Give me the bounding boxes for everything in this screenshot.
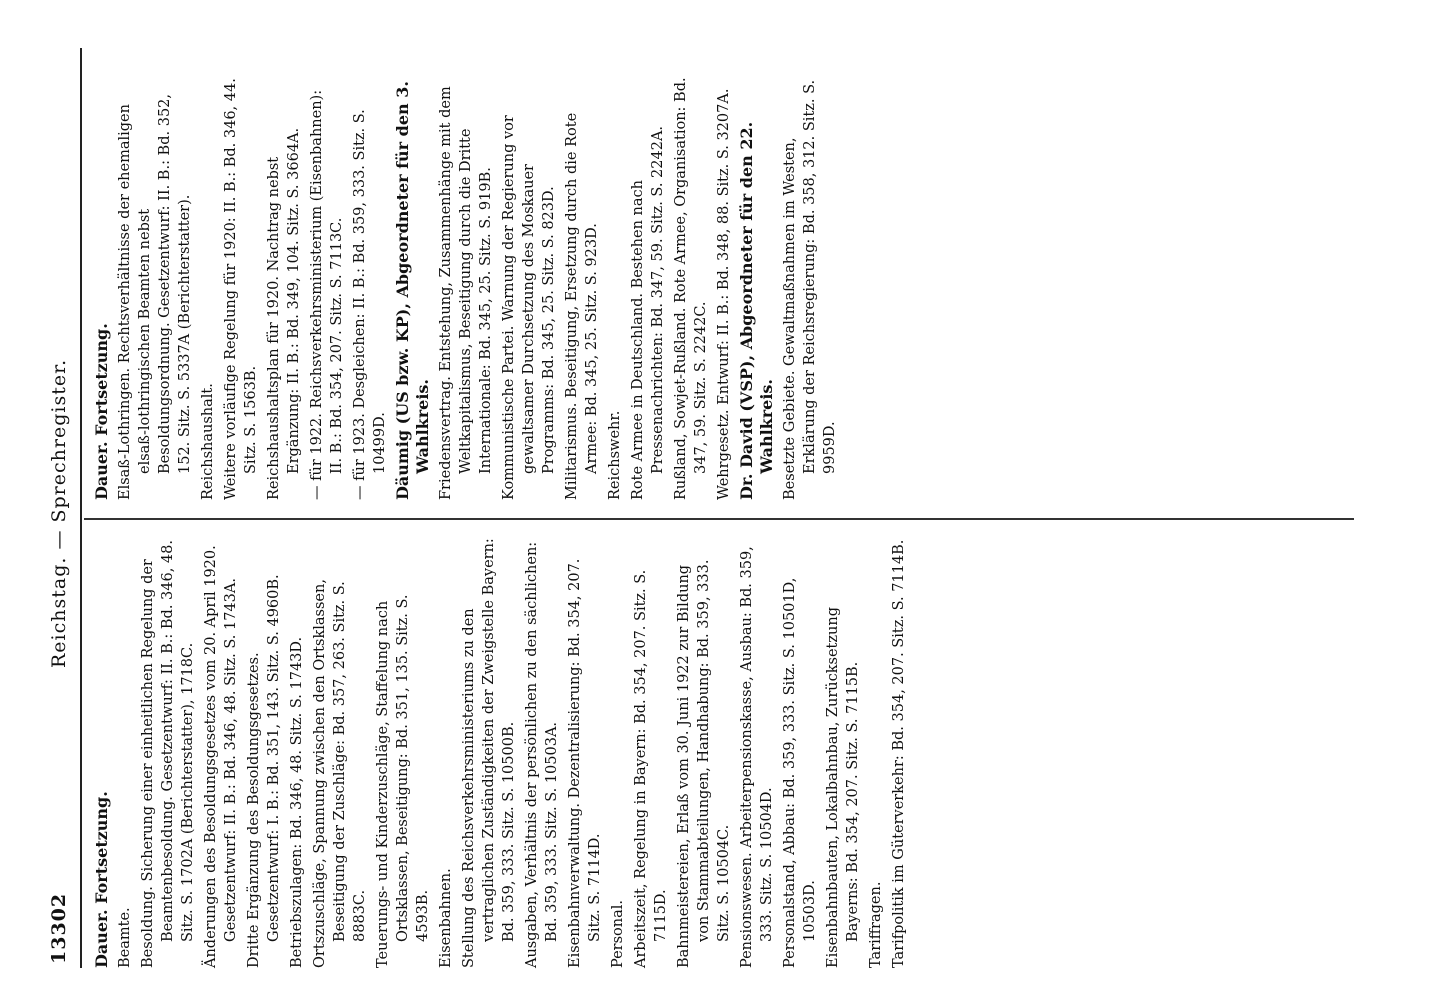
register-entry: Militarismus. Beseitigung, Ersetzung durch die Rote Armee: Bd. 345, 25. Sitz. S. 923D.	[564, 112, 600, 500]
register-entry: Wehrgesetz. Entwurf: II. B.: Bd. 348, 88. Sitz. S. 3207A.	[716, 88, 732, 500]
register-entry: Reichshaushalt.	[200, 383, 216, 500]
register-entry: Rußland, Sowjet-Rußland. Rote Armee, Organisation: Bd. 347, 59. Sitz. S. 2242C.	[673, 77, 709, 500]
register-entry: Kommunistische Partei. Warnung der Regierung vor gewaltsamer Durchsetzung des Moskauer Programms: Bd. 345, 25. Sitz. S. 823D.	[501, 115, 557, 500]
digitization-note	[1411, 16, 1431, 986]
page-title: Reichstag. — Sprechregister.	[48, 358, 70, 668]
register-entry: Stellung des Reichsverkehrsministeriums zu den vertraglichen Zuständigkeiten der Zweigstelle Bayern: Bd. 359, 333. Sitz. S. 10500B.	[461, 538, 517, 968]
register-entry: Reichswehr.	[607, 410, 623, 500]
register-entry: Besoldung. Sicherung einer einheitlichen Regelung der Beamtenbesoldung. Gesetzentwurf: II. B.: Bd. 346, 48. Sitz. S. 1702A (Berichterstatter), 1718C.	[140, 540, 196, 968]
register-entry: Reichshaushaltsplan für 1920. Nachtrag nebst Ergänzung: II. B.: Bd. 349, 104. Sitz. S. 3664A.	[266, 127, 302, 500]
register-entry: Tarifpolitik im Güterverkehr: Bd. 354, 207. Sitz. S. 7114B.	[891, 539, 907, 968]
register-entry: Personal.	[610, 899, 626, 968]
register-entry: Besetzte Gebiete. Gewaltmaßnahmen im Westen, Erklärung der Reichsregierung: Bd. 358, 312. Sitz. S. 9959D.	[782, 79, 838, 500]
register-entry: Teuerungs- und Kinderzuschläge, Staffelung nach Ortsklassen, Beseitigung: Bd. 351, 135. Sitz. S. 4593B.	[375, 594, 431, 968]
register-entry: Arbeitszeit, Regelung in Bayern: Bd. 354, 207. Sitz. S. 7115D.	[633, 569, 669, 968]
register-entry: — für 1922. Reichsverkehrsministerium (Eisenbahnen): II. B.: Bd. 354, 207. Sitz. S. 7113C.	[309, 89, 345, 500]
right-column	[92, 70, 843, 500]
register-entry: — für 1923. Desgleichen: II. B.: Bd. 359, 333. Sitz. S. 10499D.	[352, 109, 388, 500]
register-entry: Friedensvertrag. Entstehung, Zusammenhänge mit dem Weltkapitalismus, Beseitigung durch die Dritte Internationale: Bd. 345, 25. Sitz. S. 919B.	[438, 86, 494, 500]
register-entry: Betriebszulagen: Bd. 346, 48. Sitz. S. 1743D.	[289, 636, 305, 968]
register-entry: Bahnmeistereien, Erlaß vom 30. Juni 1922 zur Bildung von Stammabteilungen, Handhabung: Bd. 359, 333. Sitz. S. 10504C.	[676, 559, 732, 968]
register-entry: Beamte.	[117, 907, 133, 968]
register-entry: Ortszuschläge, Spannung zwischen den Ortsklassen, Beseitigung der Zuschläge: Bd. 357, 263. Sitz. S. 8883C.	[312, 579, 368, 968]
register-heading: Dauer. Fortsetzung.	[92, 323, 111, 500]
register-heading: Däumig (US bzw. KP), Abgeordneter für den 3. Wahlkreis.	[393, 81, 432, 500]
register-entry: Elsaß-Lothringen. Rechtsverhältnisse der ehemaligen elsaß-lothringischen Beamten nebst Besoldungsordnung. Gesetzentwurf: II. B.: Bd. 352, 152. Sitz. S. 5337A (Berichterstatter).	[117, 93, 193, 500]
register-entry: Eisenbahnverwaltung. Dezentralisierung: Bd. 354, 207. Sitz. S. 7114D.	[567, 558, 603, 968]
register-heading: Dauer. Fortsetzung.	[92, 791, 111, 968]
register-entry: Änderungen des Besoldungsgesetzes vom 20. April 1920. Gesetzentwurf: II. B.: Bd. 346, 48. Sitz. S. 1743A.	[203, 545, 239, 968]
register-entry: Personalstand, Abbau: Bd. 359, 333. Sitz. S. 10501D, 10503D.	[782, 577, 818, 968]
page-header	[40, 48, 82, 968]
column-divider	[84, 519, 1354, 521]
register-entry: Dritte Ergänzung des Besoldungsgesetzes. Gesetzentwurf: I. B.: Bd. 351, 143. Sitz. S. 4960B.	[246, 574, 282, 968]
register-entry: Rote Armee in Deutschland. Bestehen nach Pressenachrichten: Bd. 347, 59. Sitz. S. 2242A.	[630, 125, 666, 500]
register-entry: Tariffragen.	[868, 881, 884, 968]
page-number: 13302	[48, 892, 70, 964]
register-entry: Pensionswesen. Arbeiterpensionskasse, Ausbau: Bd. 359, 333. Sitz. S. 10504D.	[739, 546, 775, 968]
register-entry: Eisenbahnen.	[438, 868, 454, 968]
register-entry: Eisenbahnbauten, Lokalbahnbau, Zurücksetzung Bayerns: Bd. 354, 207. Sitz. S. 7115B.	[825, 607, 861, 968]
left-column	[92, 538, 912, 968]
register-entry: Weitere vorläufige Regelung für 1920: II. B.: Bd. 346, 44. Sitz. S. 1563B.	[223, 78, 259, 500]
register-entry: Ausgaben, Verhältnis der persönlichen zu den sächlichen: Bd. 359, 333. Sitz. S. 10503A.	[524, 541, 560, 968]
register-page	[40, 48, 1360, 968]
register-heading: Dr. David (VSP), Abgeordneter für den 22. Wahlkreis.	[737, 121, 776, 500]
